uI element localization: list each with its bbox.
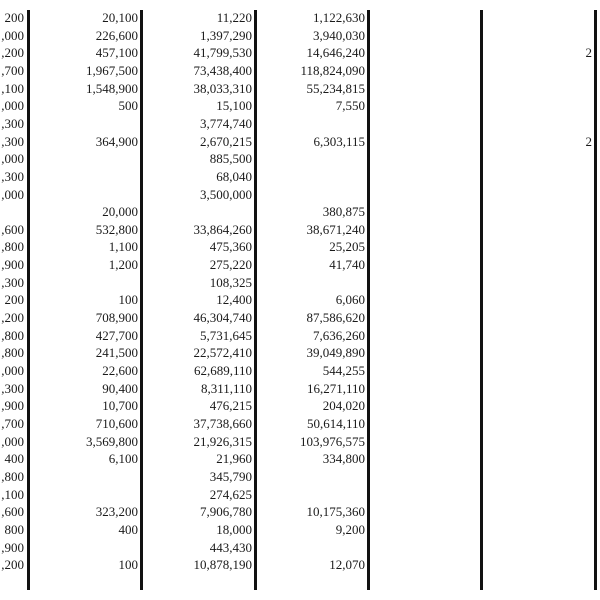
table-row xyxy=(0,450,600,467)
table-cell: 73,438,400 xyxy=(193,62,252,78)
table-cell: ,300 xyxy=(1,133,24,149)
table-cell: 108,325 xyxy=(209,274,252,290)
table-cell: 6,060 xyxy=(335,292,365,308)
table-cell: 41,740 xyxy=(329,257,365,273)
table-row xyxy=(0,9,600,26)
table-row xyxy=(0,327,600,344)
table-row xyxy=(0,503,600,520)
table-cell: ,600 xyxy=(1,504,24,520)
table-cell: 1,548,900 xyxy=(86,80,138,96)
table-cell: 20,100 xyxy=(102,10,138,25)
table-cell: 68,040 xyxy=(216,168,252,184)
table-cell: 14,646,240 xyxy=(306,45,365,61)
table-cell: 1,122,630 xyxy=(313,10,365,25)
table-cell: 885,500 xyxy=(209,151,252,167)
table-cell: 55,234,815 xyxy=(306,80,365,96)
table-row xyxy=(0,80,600,97)
table-cell: 275,220 xyxy=(209,257,252,273)
table-cell: ,200 xyxy=(1,557,24,573)
table-cell: 7,550 xyxy=(335,98,365,114)
table-cell: 1,200 xyxy=(108,257,138,273)
table-cell: 532,800 xyxy=(95,221,138,237)
table-cell: 200 xyxy=(4,292,24,308)
table-cell: ,900 xyxy=(1,398,24,414)
table-cell: 87,586,620 xyxy=(306,310,365,326)
table-row xyxy=(0,539,600,556)
table-row xyxy=(0,468,600,485)
table-cell: 46,304,740 xyxy=(193,310,252,326)
table-cell: ,100 xyxy=(1,486,24,502)
table-cell: 7,636,260 xyxy=(313,327,365,343)
table-cell: 345,790 xyxy=(209,468,252,484)
table-row xyxy=(0,168,600,185)
table-cell: ,700 xyxy=(1,62,24,78)
table-cell: 12,070 xyxy=(329,557,365,573)
table-cell: 334,800 xyxy=(322,451,365,467)
table-row xyxy=(0,27,600,44)
table-cell: 241,500 xyxy=(95,345,138,361)
table-cell: 427,700 xyxy=(95,327,138,343)
table-cell: 476,215 xyxy=(209,398,252,414)
table-row xyxy=(0,309,600,326)
table-cell: 3,569,800 xyxy=(86,433,138,449)
table-cell: 8,311,110 xyxy=(200,380,252,396)
table-cell: 22,600 xyxy=(102,363,138,378)
table-cell: 39,049,890 xyxy=(306,345,365,361)
table-row xyxy=(0,433,600,450)
table-cell: 50,614,110 xyxy=(306,415,365,431)
table-cell: 2 xyxy=(585,133,592,149)
table-cell: 1,397,290 xyxy=(200,27,252,43)
table-cell: 25,205 xyxy=(329,239,365,255)
table-cell: ,300 xyxy=(1,380,24,396)
table-cell: 22,572,410 xyxy=(193,345,252,361)
table-cell: ,600 xyxy=(1,221,24,237)
table-cell: 500 xyxy=(118,98,138,114)
table-row xyxy=(0,97,600,114)
table-cell: 200 xyxy=(4,10,24,25)
table-cell: 1,100 xyxy=(108,239,138,255)
table-row xyxy=(0,238,600,255)
table-cell: 2,670,215 xyxy=(200,133,252,149)
table-cell: 475,360 xyxy=(209,239,252,255)
table-cell: ,300 xyxy=(1,168,24,184)
table-row xyxy=(0,203,600,220)
table-cell: 90,400 xyxy=(102,380,138,396)
table-cell: ,800 xyxy=(1,345,24,361)
table-cell: ,200 xyxy=(1,45,24,61)
table-cell: ,300 xyxy=(1,115,24,131)
table-cell: 10,878,190 xyxy=(193,557,252,573)
table-row xyxy=(0,62,600,79)
table-cell: 364,900 xyxy=(95,133,138,149)
table-cell: 5,731,645 xyxy=(200,327,252,343)
table-cell: 10,700 xyxy=(102,398,138,414)
table-cell: 100 xyxy=(118,557,138,573)
table-cell: ,300 xyxy=(1,274,24,290)
table-row xyxy=(0,291,600,308)
table-row xyxy=(0,115,600,132)
table-cell: ,800 xyxy=(1,239,24,255)
table-cell: 21,926,315 xyxy=(193,433,252,449)
table-cell: ,000 xyxy=(1,151,24,167)
table-cell: 6,303,115 xyxy=(313,133,365,149)
table-row xyxy=(0,256,600,273)
table-row xyxy=(0,344,600,361)
table-cell: 21,960 xyxy=(216,451,252,467)
table-row xyxy=(0,397,600,414)
table-cell: 11,220 xyxy=(216,10,252,25)
table-row xyxy=(0,486,600,503)
table-cell: ,700 xyxy=(1,415,24,431)
table-row xyxy=(0,380,600,397)
table-cell: ,000 xyxy=(1,186,24,202)
table-cell: 274,625 xyxy=(209,486,252,502)
table-row xyxy=(0,186,600,203)
table-row xyxy=(0,133,600,150)
table-cell: 7,906,780 xyxy=(200,504,252,520)
table-cell: 41,799,530 xyxy=(193,45,252,61)
table-cell: ,100 xyxy=(1,80,24,96)
table-cell: 38,033,310 xyxy=(193,80,252,96)
table-cell: 544,255 xyxy=(322,363,365,378)
table-cell: 18,000 xyxy=(216,521,252,537)
table-cell: 100 xyxy=(118,292,138,308)
table-cell: 400 xyxy=(4,451,24,467)
table-cell: ,800 xyxy=(1,468,24,484)
table-cell: 16,271,110 xyxy=(306,380,365,396)
table-cell: 1,967,500 xyxy=(86,62,138,78)
table-cell: 708,900 xyxy=(95,310,138,326)
table-cell: 2 xyxy=(585,45,592,61)
table-cell: ,000 xyxy=(1,433,24,449)
table-cell: 380,875 xyxy=(322,204,365,220)
table-cell: ,200 xyxy=(1,310,24,326)
table-cell: 3,774,740 xyxy=(200,115,252,131)
table-row xyxy=(0,415,600,432)
table-cell: ,000 xyxy=(1,27,24,43)
table-cell: 226,600 xyxy=(95,27,138,43)
table-cell: 400 xyxy=(118,521,138,537)
table-cell: 10,175,360 xyxy=(306,504,365,520)
table-row xyxy=(0,44,600,61)
table-row xyxy=(0,556,600,573)
table-cell: 20,000 xyxy=(102,204,138,220)
table-cell: ,900 xyxy=(1,257,24,273)
table-cell: 204,020 xyxy=(322,398,365,414)
table-cell: 33,864,260 xyxy=(193,221,252,237)
table-row xyxy=(0,274,600,291)
table-cell: 323,200 xyxy=(95,504,138,520)
table-cell: ,000 xyxy=(1,363,24,378)
table-cell: 37,738,660 xyxy=(193,415,252,431)
table-cell: ,000 xyxy=(1,98,24,114)
table-row xyxy=(0,221,600,238)
table-cell: 12,400 xyxy=(216,292,252,308)
table-cell: 800 xyxy=(4,521,24,537)
table-cell: 710,600 xyxy=(95,415,138,431)
table-cell: 103,976,575 xyxy=(300,433,365,449)
table-cell: 62,689,110 xyxy=(193,363,252,378)
table-cell: 9,200 xyxy=(335,521,365,537)
table-row xyxy=(0,521,600,538)
table-cell: ,800 xyxy=(1,327,24,343)
table-cell: 6,100 xyxy=(108,451,138,467)
table-cell: 457,100 xyxy=(95,45,138,61)
table-cell: 3,500,000 xyxy=(200,186,252,202)
table-cell: 15,100 xyxy=(216,98,252,114)
table-cell: 443,430 xyxy=(209,539,252,555)
table-row xyxy=(0,150,600,167)
table-cell: 118,824,090 xyxy=(300,62,365,78)
table-cell: 3,940,030 xyxy=(313,27,365,43)
table-row xyxy=(0,362,600,379)
table-cell: 38,671,240 xyxy=(306,221,365,237)
table-cell: ,900 xyxy=(1,539,24,555)
